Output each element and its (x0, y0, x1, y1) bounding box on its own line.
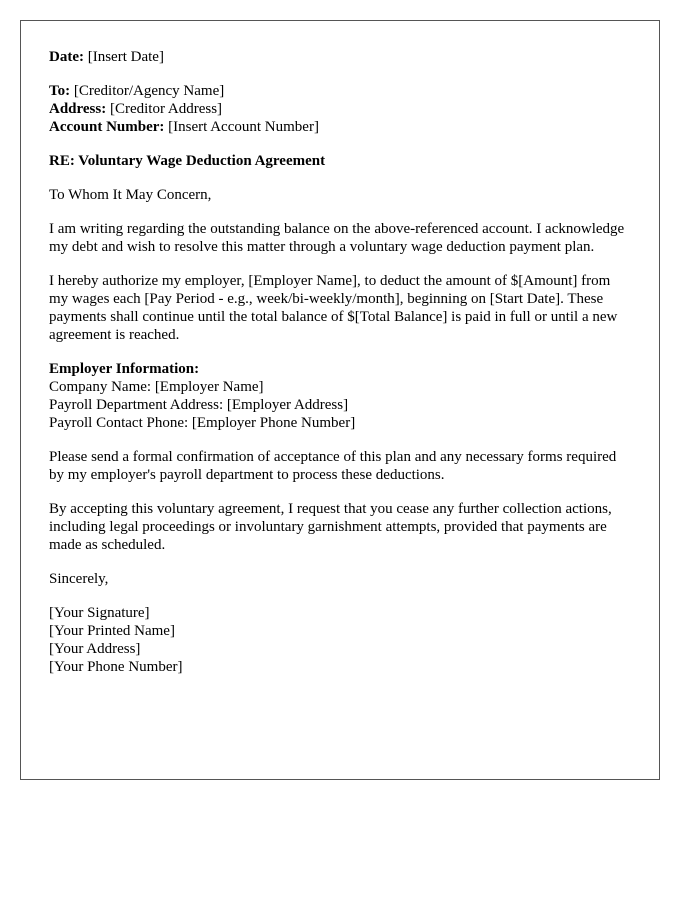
signature-block (49, 604, 631, 676)
date-label: Date: (49, 49, 84, 65)
account-label: Account Number: (49, 119, 165, 135)
address-label: Address: (49, 101, 107, 117)
address-value: [Creditor Address] (106, 101, 223, 117)
sender-phone-line: [Your Phone Number] (49, 659, 183, 675)
sender-address-line: [Your Address] (49, 641, 141, 657)
account-value: [Insert Account Number] (164, 119, 319, 135)
paragraph-authorization: I hereby authorize my employer, [Employer Name], to deduct the amount of $[Amount] from my wages each [Pay Period - e.g., week/bi-weekly/month], beginning on [Start Date]. These payments shall continue until the total balance of $[Total Balance] is paid in full or until a new agreement is reached. (49, 273, 618, 343)
date-block (49, 48, 631, 66)
employer-info-block (49, 360, 631, 432)
salutation: To Whom It May Concern, (49, 187, 212, 203)
date-line (49, 48, 631, 66)
letter-page (20, 20, 660, 780)
account-line (49, 118, 631, 136)
to-value: [Creditor/Agency Name] (70, 83, 225, 99)
to-line (49, 82, 631, 100)
recipient-block (49, 82, 631, 136)
signature-line: [Your Signature] (49, 605, 150, 621)
subject-line: RE: Voluntary Wage Deduction Agreement (49, 153, 326, 169)
address-line (49, 100, 631, 118)
date-value: [Insert Date] (83, 49, 164, 65)
paragraph-confirmation: Please send a formal confirmation of acceptance of this plan and any necessary forms required by my employer's payroll department to process these deductions. (49, 449, 617, 483)
employer-payroll-address-line: Payroll Department Address: [Employer Address] (49, 397, 349, 413)
employer-company-line: Company Name: [Employer Name] (49, 379, 264, 395)
employer-info-heading: Employer Information: (49, 361, 200, 377)
to-label: To: (49, 83, 71, 99)
closing: Sincerely, (49, 571, 109, 587)
printed-name-line: [Your Printed Name] (49, 623, 175, 639)
employer-payroll-phone-line: Payroll Contact Phone: [Employer Phone Number] (49, 415, 356, 431)
paragraph-intro: I am writing regarding the outstanding balance on the above-referenced account. I acknowledge my debt and wish to resolve this matter through a voluntary wage deduction payment plan. (49, 221, 625, 255)
paragraph-cease-collection: By accepting this voluntary agreement, I request that you cease any further collection actions, including legal proceedings or involuntary garnishment attempts, provided that payments are made as scheduled. (49, 501, 612, 553)
